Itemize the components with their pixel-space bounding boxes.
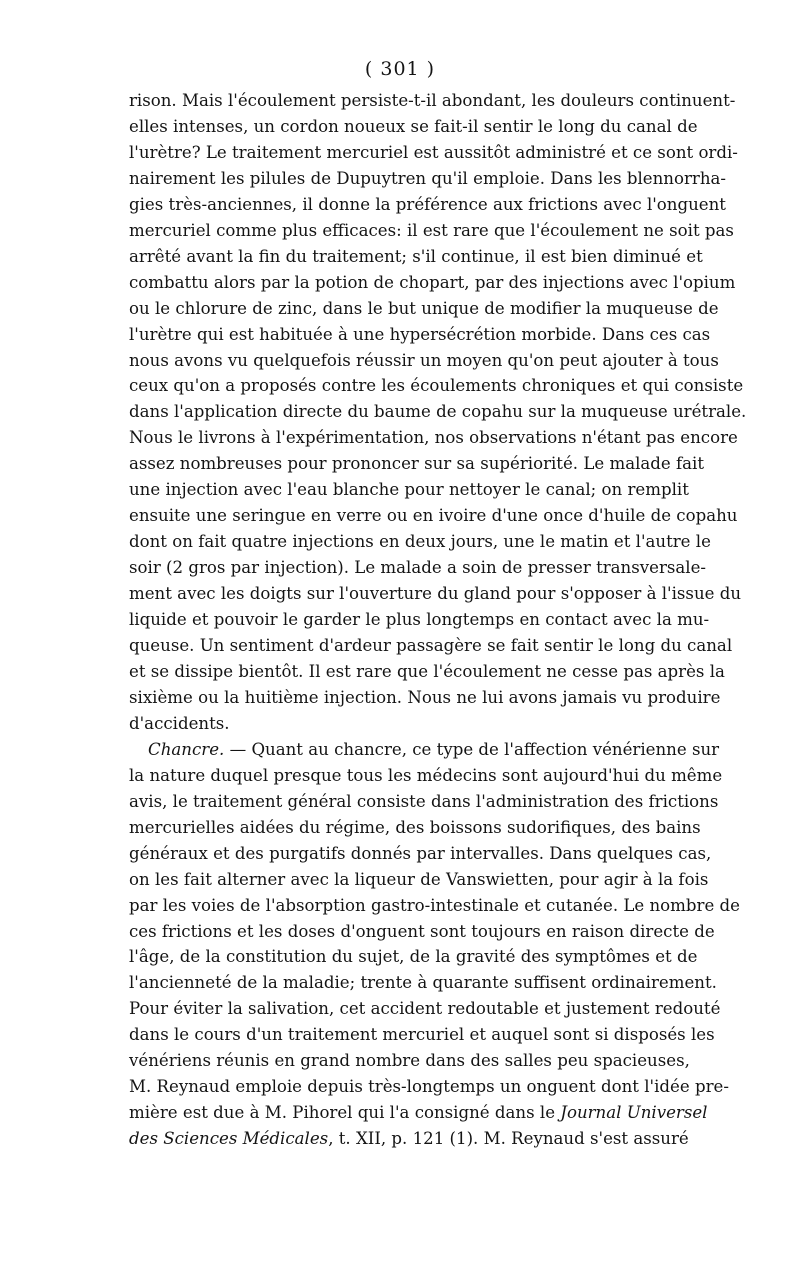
text-line: rison. Mais l'écoulement persiste-t-il abondant, les douleurs continuent- bbox=[129, 91, 736, 110]
journal-title: des Sciences Médicales bbox=[129, 1129, 329, 1149]
text-line: sixième ou la huitième injection. Nous ne lui avons jamais vu produire bbox=[129, 687, 721, 707]
text-line bbox=[129, 1126, 689, 1152]
text-line: par les voies de l'absorption gastro-intestinale et cutanée. Le nombre de bbox=[129, 895, 740, 915]
text-line: vénériens réunis en grand nombre dans des salles peu spacieuses, bbox=[129, 1051, 690, 1071]
paragraph-2 bbox=[129, 737, 740, 1152]
text-line: l'urètre? Le traitement mercuriel est aussitôt administré et ce sont ordi- bbox=[129, 142, 738, 162]
text-line: l'âge, de la constitution du sujet, de la gravité des symptômes et de bbox=[129, 947, 698, 967]
text-line: assez nombreuses pour prononcer sur sa supériorité. Le malade fait bbox=[129, 454, 705, 474]
text-line: généraux et des purgatifs donnés par intervalles. Dans quelques cas, bbox=[129, 843, 712, 863]
text-line: dont on fait quatre injections en deux jours, une le matin et l'autre le bbox=[129, 532, 711, 552]
text-line: et se dissipe bientôt. Il est rare que l'écoulement ne cesse pas après la bbox=[129, 661, 725, 681]
text-fragment: mière est due à M. Pihorel qui l'a consigné dans le bbox=[129, 1103, 561, 1123]
section-heading-chancre: Chancre. bbox=[148, 739, 225, 759]
text-line: liquide et pouvoir le garder le plus longtemps en contact avec la mu- bbox=[129, 610, 710, 630]
text-line: mercurielles aidées du régime, des boissons sudorifiques, des bains bbox=[129, 817, 701, 837]
text-line: elles intenses, un cordon noueux se fait-il sentir le long du canal de bbox=[129, 116, 698, 136]
text-fragment: , t. XII, p. 121 (1). M. Reynaud s'est assuré bbox=[328, 1129, 689, 1149]
text-line: arrêté avant la fin du traitement; s'il continue, il est bien diminué et bbox=[129, 246, 703, 266]
journal-title: Journal Universel bbox=[560, 1103, 708, 1123]
text-line: combattu alors par la potion de chopart, par des injections avec l'opium bbox=[129, 272, 736, 292]
text-line bbox=[129, 1100, 708, 1126]
text-line: ment avec les doigts sur l'ouverture du gland pour s'opposer à l'issue du bbox=[129, 584, 742, 604]
text-line: nairement les pilules de Dupuytren qu'il emploie. Dans les blennorrha- bbox=[129, 168, 727, 188]
text-line: l'urètre qui est habituée à une hypersécrétion morbide. Dans ces cas bbox=[129, 324, 711, 344]
text-line: ensuite une seringue en verre ou en ivoire d'une once d'huile de copahu bbox=[129, 506, 738, 526]
text-line: une injection avec l'eau blanche pour nettoyer le canal; on remplit bbox=[129, 480, 689, 500]
text-line: la nature duquel presque tous les médecins sont aujourd'hui du même bbox=[129, 765, 723, 785]
text-line: on les fait alterner avec la liqueur de Vanswietten, pour agir à la fois bbox=[129, 869, 709, 889]
text-line: mercuriel comme plus efficaces: il est rare que l'écoulement ne soit pas bbox=[129, 220, 734, 240]
page-number: ( 301 ) bbox=[364, 58, 436, 80]
text-line: l'ancienneté de la maladie; trente à quarante suffisent ordinairement. bbox=[129, 973, 717, 993]
text-line: gies très-anciennes, il donne la préférence aux frictions avec l'onguent bbox=[129, 194, 726, 214]
text-line: M. Reynaud emploie depuis très-longtemps un onguent dont l'idée pre- bbox=[129, 1077, 729, 1097]
text-line: ceux qu'on a proposés contre les écoulements chroniques et qui consiste bbox=[129, 376, 744, 396]
text-line bbox=[129, 737, 720, 763]
text-line: dans le cours d'un traitement mercuriel et auquel sont si disposés les bbox=[129, 1025, 715, 1045]
text-fragment: — Quant au chancre, ce type de l'affection vénérienne sur bbox=[224, 739, 720, 759]
text-line: avis, le traitement général consiste dans l'administration des frictions bbox=[129, 791, 719, 811]
body-text bbox=[129, 88, 747, 1152]
paragraph-1 bbox=[129, 88, 747, 737]
text-line: nous avons vu quelquefois réussir un moyen qu'on peut ajouter à tous bbox=[129, 350, 719, 370]
text-line: ces frictions et les doses d'onguent sont toujours en raison directe de bbox=[129, 921, 715, 941]
text-line: ou le chlorure de zinc, dans le but unique de modifier la muqueuse de bbox=[129, 298, 719, 318]
text-line: queuse. Un sentiment d'ardeur passagère se fait sentir le long du canal bbox=[129, 636, 733, 656]
text-line: Nous le livrons à l'expérimentation, nos observations n'étant pas encore bbox=[129, 428, 738, 448]
text-line: d'accidents. bbox=[129, 713, 230, 733]
text-line: Pour éviter la salivation, cet accident redoutable et justement redouté bbox=[129, 999, 721, 1019]
text-line: soir (2 gros par injection). Le malade a soin de presser transversale- bbox=[129, 558, 707, 578]
text-line: dans l'application directe du baume de copahu sur la muqueuse urétrale. bbox=[129, 402, 747, 422]
